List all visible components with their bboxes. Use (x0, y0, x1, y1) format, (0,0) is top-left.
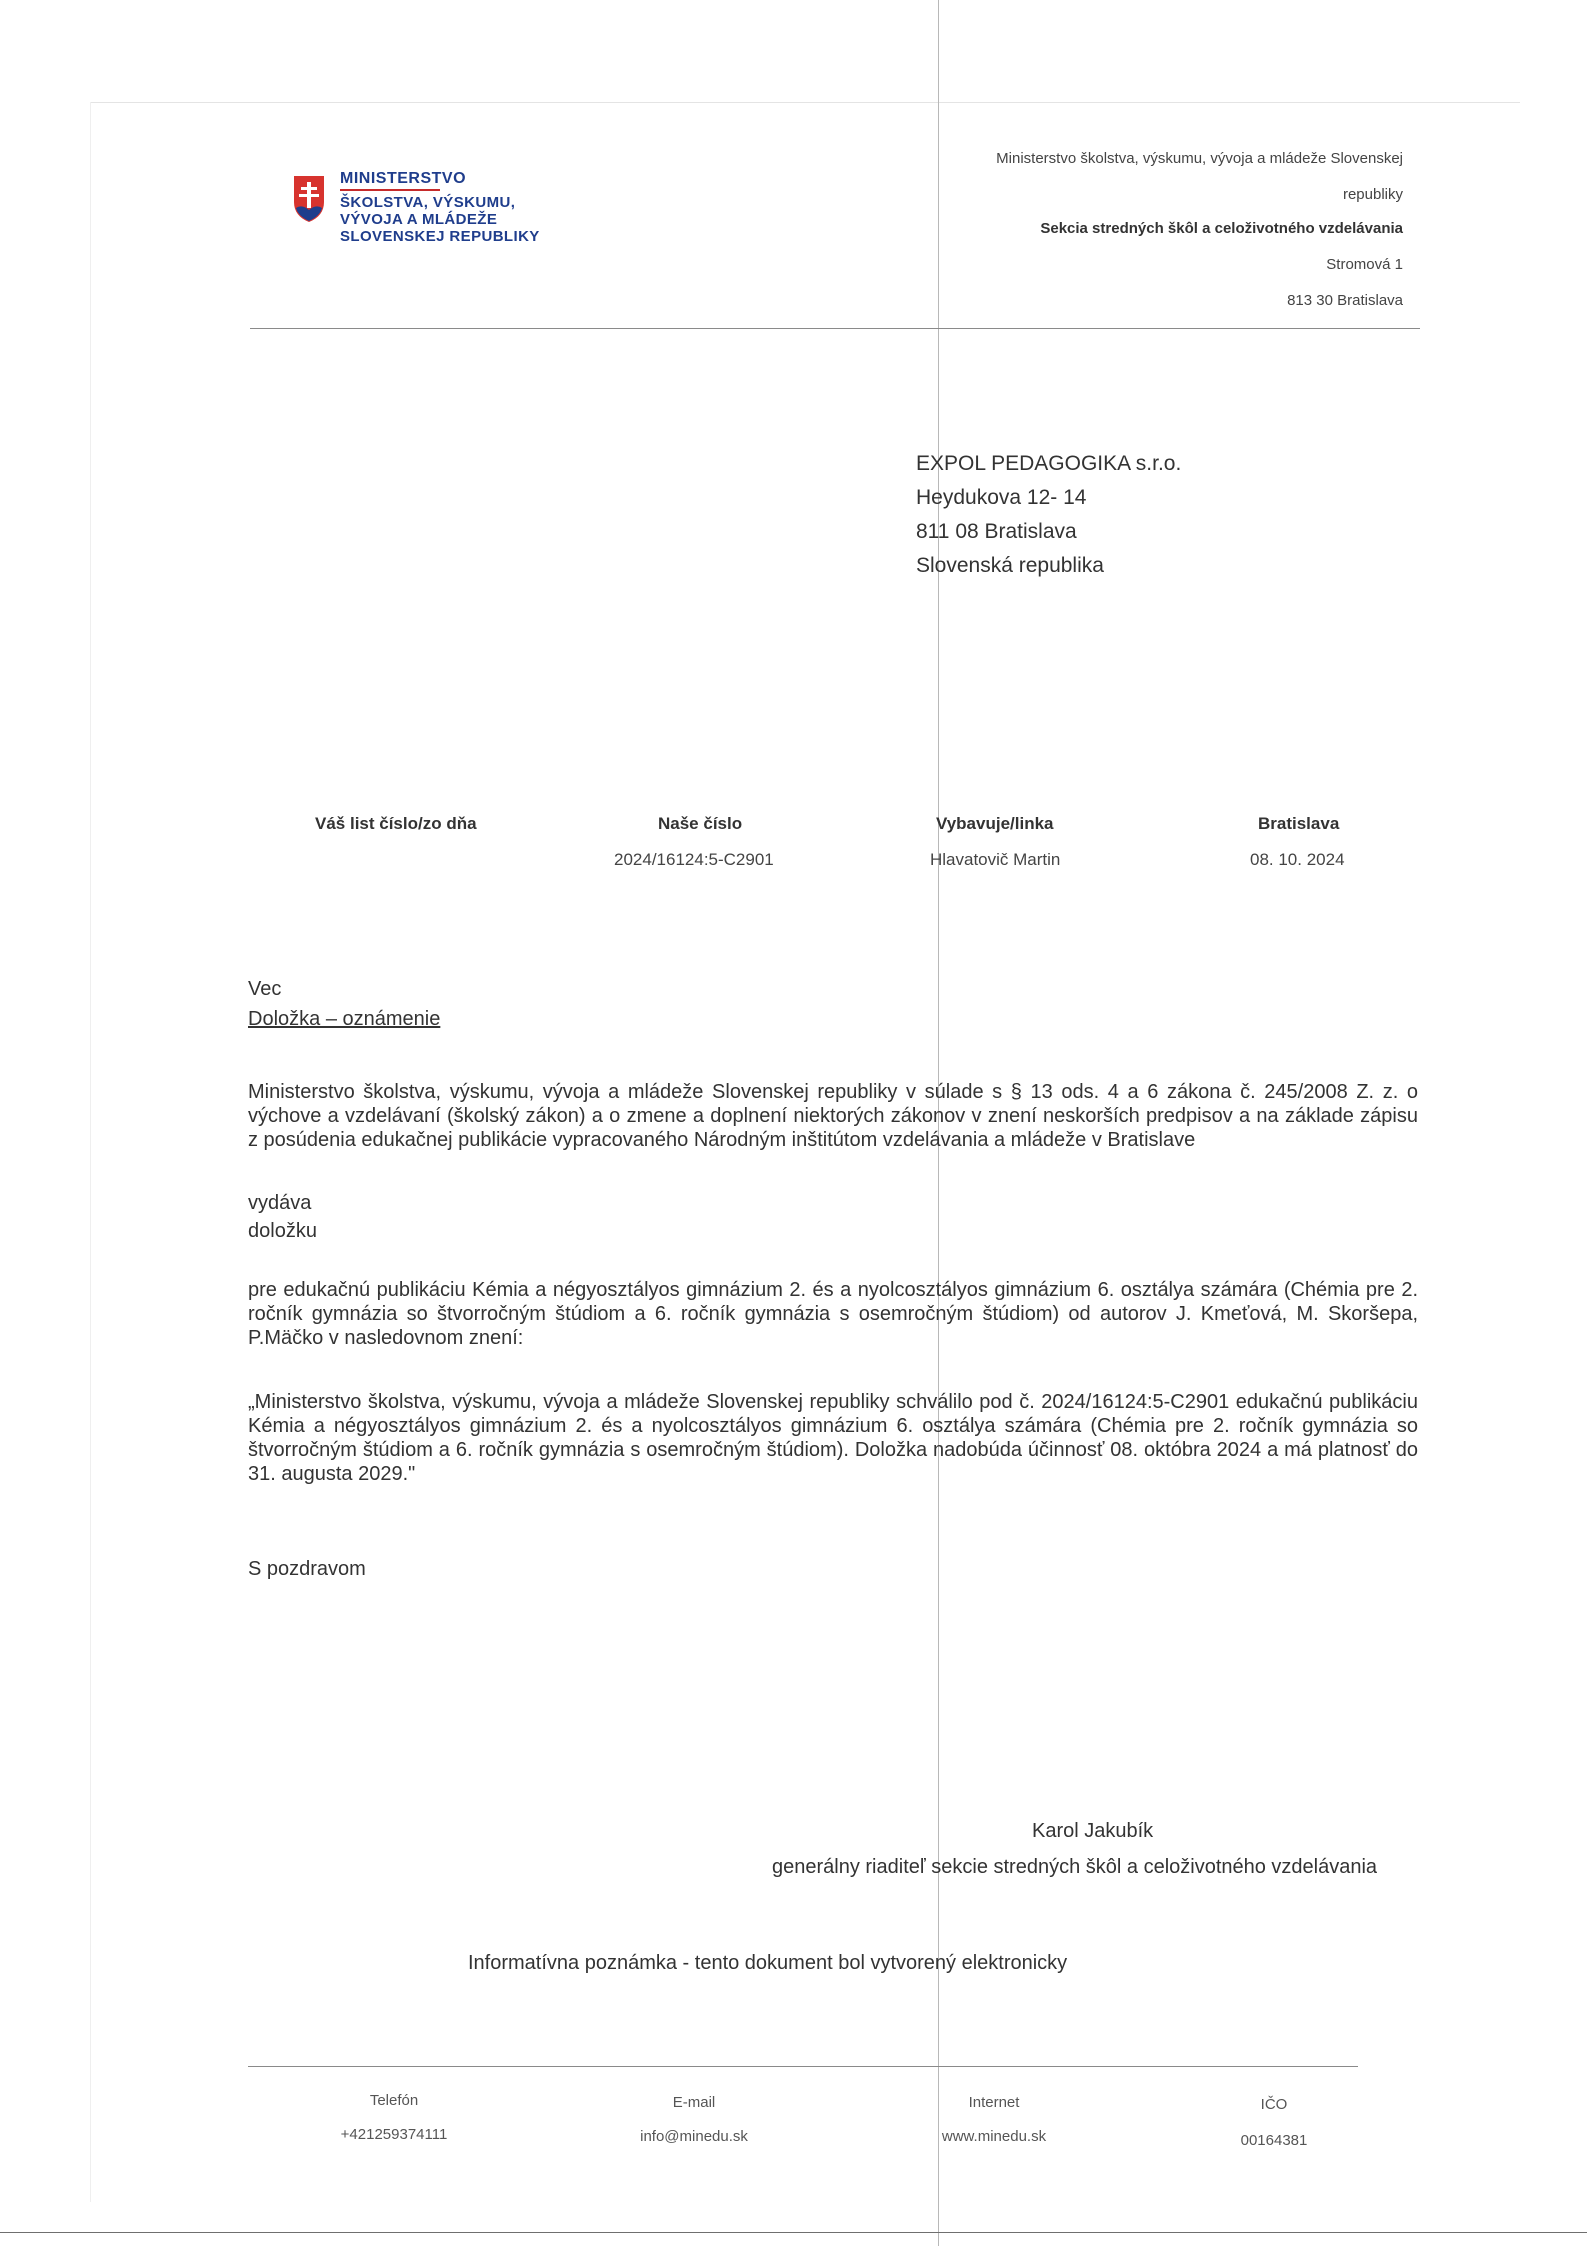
ministry-logo (292, 170, 540, 245)
logo-line-4: SLOVENSKEJ REPUBLIKY (340, 228, 540, 245)
sender-line-1: Ministerstvo školstva, výskumu, vývoja a mládeže Slovenskej (996, 150, 1403, 167)
sender-section: Sekcia stredných škôl a celoživotného vzdelávania (1040, 220, 1403, 237)
our-number-label: Naše číslo (658, 814, 743, 833)
sender-line-2: republiky (1342, 186, 1403, 203)
footer-internet-label: Internet (968, 2094, 1020, 2111)
footer-divider (248, 2066, 1358, 2067)
intro-paragraph: Ministerstvo školstva, výskumu, vývoja a mládeže Slovenskej republiky v súlade s § 13 ods. 4 a 6 zákona č. 245/2008 Z. z. o výchove a vzdelávaní (školský zákon) a o zmene a doplnení niektorých zákonov v znení neskorších predpisov a na základe zápisu z posúdenia edukačnej publikácie vypracovaného Národným inštitútom vzdelávania a mládeže v Bratislave (248, 1081, 1418, 1151)
slovak-coat-of-arms-icon (292, 174, 326, 224)
clause-quote: „Ministerstvo školstva, výskumu, vývoja a mládeže Slovenskej republiky schválilo pod č. 2024/16124:5-C2901 edukačnú publikáciu Kémia a négyosztályos gimnázium 2. és a nyolcosztályos gimnázium 6. osztálya számára (Chémia pre 2. ročník gymnázia so štvorročným štúdiom a 6. ročník gymnázia s osemročným štúdiom). Doložka nadobúda účinnosť 08. októbra 2024 a má platnosť do 31. augusta 2029." (248, 1391, 1418, 1485)
clause-word: doložku (248, 1220, 317, 1242)
place-label: Bratislava (1258, 814, 1340, 833)
footer-ico-label: IČO (1260, 2096, 1288, 2113)
greeting: S pozdravom (248, 1558, 366, 1580)
footer-email: info@minedu.sk (640, 2128, 748, 2145)
subject-label: Vec (248, 978, 282, 1000)
logo-separator (340, 189, 440, 191)
sender-city: 813 30 Bratislava (1287, 292, 1403, 309)
footer-phone-label: Telefón (369, 2092, 419, 2109)
recipient-city: 811 08 Bratislava (916, 520, 1077, 543)
handled-by: Hlavatovič Martin (930, 850, 1061, 869)
logo-line-3: VÝVOJA A MLÁDEŽE (340, 211, 498, 228)
footer-phone: +421259374111 (340, 2126, 448, 2143)
issues-word: vydáva (248, 1192, 312, 1214)
recipient-name: EXPOL PEDAGOGIKA s.r.o. (916, 452, 1182, 475)
bottom-edge-line (0, 2232, 1587, 2233)
publication-paragraph: pre edukačnú publikáciu Kémia a négyosztályos gimnázium 2. és a nyolcosztályos gimnázium 6. osztálya számára (Chémia pre 2. ročník gymnázia so štvorročným štúdiom a 6. ročník gymnázia s osemročným štúdiom) od autorov J. Kmeťová, M. Skoršepa, P.Mäčko v nasledovnom znení: (248, 1279, 1418, 1349)
sender-street: Stromová 1 (1326, 256, 1403, 273)
letter-date: 08. 10. 2024 (1250, 850, 1345, 869)
signatory-title: generálny riaditeľ sekcie stredných škôl a celoživotného vzdelávania (772, 1856, 1378, 1878)
electronic-note: Informatívna poznámka - tento dokument bol vytvorený elektronicky (468, 1952, 1068, 1974)
logo-line-1: MINISTERSTVO (340, 170, 467, 187)
subject-title: Doložka – oznámenie (248, 1008, 441, 1030)
logo-line-2: ŠKOLSTVA, VÝSKUMU, (340, 194, 516, 211)
our-number: 2024/16124:5-C2901 (614, 850, 774, 869)
footer-ico: 00164381 (1240, 2132, 1308, 2149)
scan-edge-top (90, 102, 1520, 103)
handled-by-label: Vybavuje/linka (936, 814, 1054, 833)
signatory-name: Karol Jakubík (1032, 1820, 1154, 1842)
footer-email-label: E-mail (672, 2094, 716, 2111)
header-divider (250, 328, 1420, 329)
recipient-country: Slovenská republika (916, 554, 1104, 577)
footer-internet: www.minedu.sk (941, 2128, 1047, 2145)
scan-edge-left (90, 102, 91, 2202)
your-letter-label: Váš list číslo/zo dňa (315, 814, 477, 833)
recipient-street: Heydukova 12- 14 (916, 486, 1087, 509)
